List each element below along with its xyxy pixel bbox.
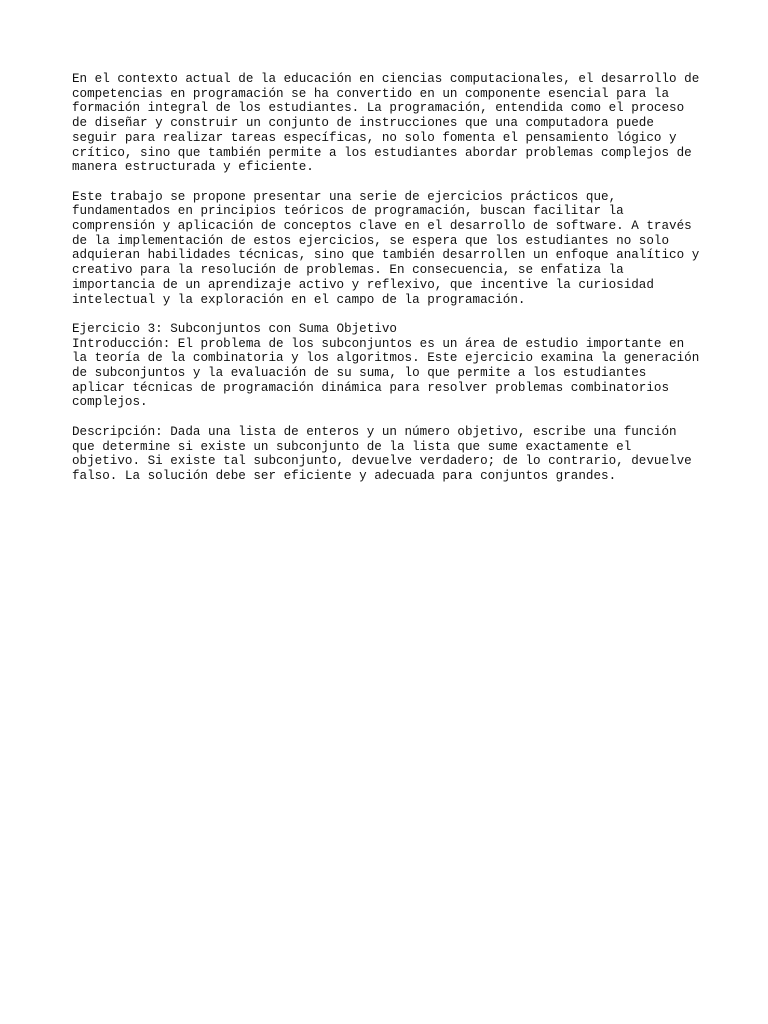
exercise-title: Ejercicio 3: Subconjuntos con Suma Objetivo xyxy=(72,321,397,336)
intro-paragraph-1: En el contexto actual de la educación en ciencias computacionales, el desarrollo de competencias en programación se ha convertido en un componente esencial para la formación integral de los estudiantes. La programación, entendida como el proceso de diseñar y construir un conjunto de instrucciones que una computadora puede seguir para realizar tareas específicas, no solo fomenta el pensamiento lógico y crítico, sino que también permite a los estudiantes abordar problemas complejos de manera estructurada y eficiente. xyxy=(72,72,700,175)
exercise-introduction: Introducción: El problema de los subconjuntos es un área de estudio importante en la teoría de la combinatoria y los algoritmos. Este ejercicio examina la generación de subconjuntos y la evaluación de su suma, lo que permite a los estudiantes aplicar técnicas de programación dinámica para resolver problemas combinatorios complejos. xyxy=(72,336,700,410)
exercise-description: Descripción: Dada una lista de enteros y un número objetivo, escribe una función que determine si existe un subconjunto de la lista que sume exactamente el objetivo. Si existe tal subconjunto, devuelve verdadero; de lo contrario, devuelve falso. La solución debe ser eficiente y adecuada para conjuntos grandes. xyxy=(72,424,692,483)
document-page xyxy=(72,72,712,498)
intro-paragraph-2: Este trabajo se propone presentar una serie de ejercicios prácticos que, fundamentados en principios teóricos de programación, buscan facilitar la comprensión y aplicación de conceptos clave en el desarrollo de software. A través de la implementación de estos ejercicios, se espera que los estudiantes no solo adquieran habilidades técnicas, sino que también desarrollen un enfoque analítico y creativo para la resolución de problemas. En consecuencia, se enfatiza la importancia de un aprendizaje activo y reflexivo, que incentive la curiosidad intelectual y la exploración en el campo de la programación. xyxy=(72,189,700,307)
